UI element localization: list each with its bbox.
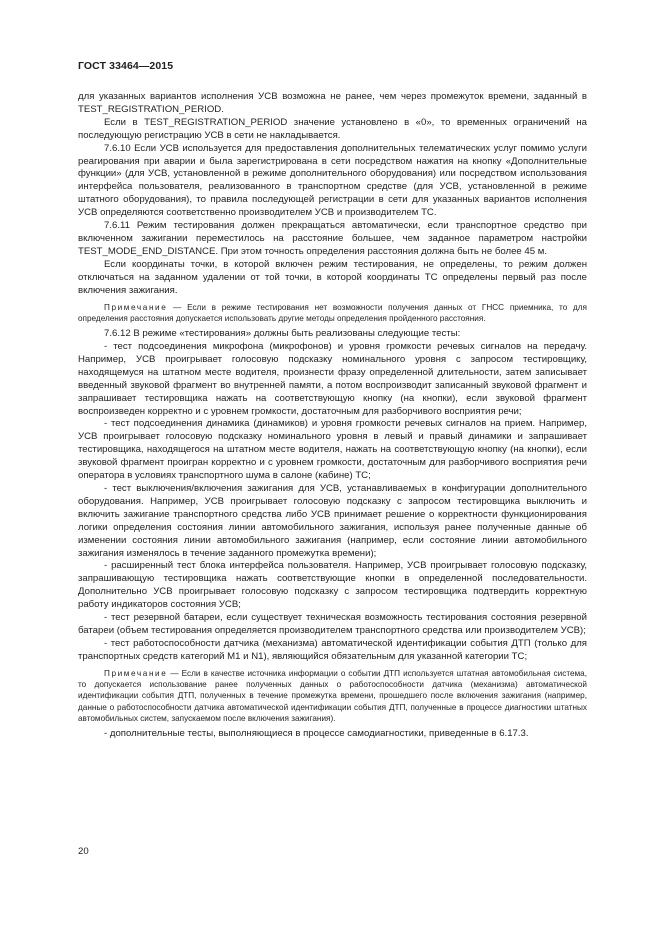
paragraph: 7.6.12 В режиме «тестирования» должны быть реализованы следующие тесты:	[104, 328, 461, 340]
list-item: - тест подсоединения динамика (динамиков) и уровня громкости речевых сигналов на прием. Например, УСВ проигрывает голосовую подсказку номинального уровня в левый и правый динамики и запрашивает тестировщика, находящегося на штатном месте водителя, нажать на соответствующую кнопку (на кнопки), если звуковой фрагмент проигран корректно и с уровнем громкости, достаточным для разборчивого восприятия речи оператора в условиях транспортного шума в салоне (кабине) ТС;	[78, 418, 587, 482]
paragraph: Если в TEST_REGISTRATION_PERIOD значение установлено в «0», то временных ограничений на последующую регистрацию УСВ в сети не накладывается.	[78, 116, 587, 141]
note-paragraph: Примечание — Если в качестве источника информации о событии ДТП используется штатная автомобильная система, то допускается использование ранее полученных данных о работоспособности датчика (механизма) автоматической идентификации события ДТП, полученных в течение промежутка времени, прошедшего после включения зажигания (например, данные о работоспособности датчика автоматической идентификации события ДТП, полученные в процессе диагностики штатных автомобильных систем, запускаемом после включения зажигания).	[78, 668, 587, 723]
note-label: Примечание	[104, 668, 168, 678]
note-label: Примечание	[104, 302, 168, 312]
list-item: - тест резервной батареи, если существует техническая возможность тестирования состояния резервной батареи (объем тестирования определяется производителем транспортного средства или производителем УСВ);	[78, 612, 587, 636]
note-paragraph: Примечание — Если в режиме тестирования нет возможности получения данных от ГНСС приемника, то для определения расстояния допускается использовать другие методы определения пройденного расстояния.	[78, 302, 587, 323]
list-item: - тест выключения/включения зажигания для УСВ, устанавливаемых в конфигурации дополнительного оборудования. Например, УСВ проигрывает голосовую подсказку с запросом тестировщика выключить и включить зажигание транспортного средства либо УСВ принимает решение о корректности функционирования логики определения состояния линии автомобильного зажигания, используя ранее полученные данные об изменении состояния линии автомобильного зажигания (например, если состояние линии автомобильного зажигания изменялось в течение заданного промежутка времени);	[78, 482, 587, 559]
paragraph: 7.6.10 Если УСВ используется для предоставления дополнительных телематических услуг помимо услуги реагирования при аварии и была зарегистрирована в сети посредством нажатия на кнопку «Дополнительные функции» (для УСВ, установленной в режиме дополнительного оборудования) или посредством использования интерфейса пользователя, реализованного в транспортном средстве (для УСВ, установленной в режиме штатного оборудования), то правила последующей регистрации в сети для указанных вариантов исполнения УСВ определяются соответственно производителем УСВ и производителем ТС.	[78, 142, 587, 219]
list-item: - тест работоспособности датчика (механизма) автоматической идентификации события ДТП (только для транспортных средств категорий М1 и N1), являющийся обязательным для указанной категории ТС;	[78, 637, 587, 662]
list-item: - дополнительные тесты, выполняющиеся в процессе самодиагностики, приведенные в 6.17.3.	[104, 728, 529, 740]
list-item: - расширенный тест блока интерфейса пользователя. Например, УСВ проигрывает голосовую подсказку, запрашивающую тестировщика нажать соответствующие кнопки в определенной последовательности. Дополнительно УСВ проигрывает голосовую подсказку с запросом тестировщика подтвердить корректную работу индикаторов состояния УСВ;	[78, 560, 587, 611]
paragraph: для указанных вариантов исполнения УСВ возможна не ранее, чем через промежуток времени, заданный в TEST_REGISTRATION_PERIOD.	[78, 91, 587, 115]
list-item: - тест подсоединения микрофона (микрофонов) и уровня громкости речевых сигналов на передачу. Например, УСВ проигрывает голосовую подсказку номинального уровня с запросом тестировщику, находящемуся на штатном месте водителя, произнести фразу определенной длительности, затем записывает введенный звуковой фрагмент во внутренней памяти, а потом воспроизводит записанный звуковой фрагмент и запрашивает тестировщика нажать на соответствующую кнопку (на кнопки), если звуковой фрагмент воспроизведен корректно и с уровнем громкости, достаточным для разборчивого восприятия речи;	[78, 341, 587, 417]
page-number: 20	[78, 846, 89, 857]
body-text	[78, 91, 587, 741]
paragraph: 7.6.11 Режим тестирования должен прекращаться автоматически, если транспортное средство при включенном зажигании переместилось на расстояние большее, чем заданное параметром настройки TEST_MODE_END_DISTANCE. При этом точность определения расстояния должна быть не более 45 м.	[78, 220, 587, 257]
paragraph: Если координаты точки, в которой включен режим тестирования, не определены, то режим должен отключаться на заданном удалении от той точки, в которой координаты ТС определены первый раз после включения зажигания.	[78, 258, 587, 296]
standard-code-header: ГОСТ 33464—2015	[78, 60, 174, 72]
